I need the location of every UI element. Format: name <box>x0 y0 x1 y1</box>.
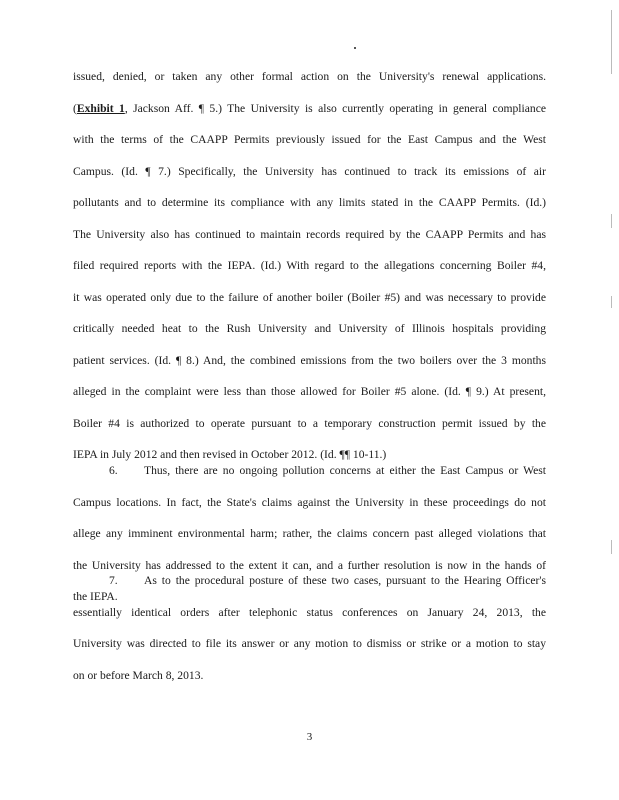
text-line <box>73 573 546 605</box>
paragraph-7 <box>73 573 546 699</box>
right-edge-mark <box>611 296 612 308</box>
page-number: 3 <box>306 731 313 743</box>
paragraph-number: 6. <box>109 464 118 477</box>
text-line: filed required reports with the IEPA. (Id.) With regard to the allegations concerning Boiler #4, <box>73 259 546 272</box>
text-segment: As to the procedural posture of these two cases, pursuant to the Hearing Officer's <box>144 574 546 587</box>
text-line: Boiler #4 is authorized to operate pursuant to a temporary construction permit issued by the <box>73 416 546 430</box>
text-line: The University also has continued to maintain records required by the CAAPP Permits and has <box>73 227 546 241</box>
paragraph-number: 7. <box>109 574 118 587</box>
top-center-mark <box>354 47 356 49</box>
text-segment: Thus, there are no ongoing pollution concerns at either the East Campus or West <box>144 464 546 477</box>
text-line: Campus locations. In fact, the State's claims against the University in these proceedings do not <box>73 495 546 509</box>
text-line: critically needed heat to the Rush University and University of Illinois hospitals providing <box>73 322 546 335</box>
text-segment: , Jackson Aff. ¶ 5.) The University is also currently operating in general compliance <box>124 101 546 115</box>
text-line: issued, denied, or taken any other formal action on the University's renewal applications. <box>73 70 546 83</box>
right-edge-mark <box>611 540 612 554</box>
paragraph-5 <box>73 69 546 479</box>
text-line: patient services. (Id. ¶ 8.) And, the combined emissions from the two boilers over the 3 months <box>73 353 546 367</box>
text-line: the University has addressed to the extent it can, and a further resolution is now in the hands of <box>73 558 546 572</box>
text-line: allege any imminent environmental harm; rather, the claims concern past alleged violations that <box>73 527 546 540</box>
text-line: University was directed to file its answer or any motion to dismiss or strike or a motion to stay <box>73 637 546 650</box>
text-line: alleged in the complaint were less than those allowed for Boiler #5 alone. (Id. ¶ 9.) At present, <box>73 385 546 398</box>
text-line: IEPA in July 2012 and then revised in October 2012. (Id. ¶¶ 10-11.) <box>73 448 387 461</box>
text-line: pollutants and to determine its compliance with any limits stated in the CAAPP Permits. (Id.) <box>73 196 546 209</box>
text-line: with the terms of the CAAPP Permits previously issued for the East Campus and the West <box>73 133 546 146</box>
text-line: the IEPA. <box>73 590 118 603</box>
exhibit-reference: Exhibit 1 <box>76 101 125 115</box>
right-edge-mark <box>611 214 612 228</box>
text-line: Campus. (Id. ¶ 7.) Specifically, the University has continued to track its emissions of air <box>73 164 546 178</box>
open-paren: ( <box>73 101 77 115</box>
right-edge-mark <box>611 10 612 74</box>
text-line: essentially identical orders after telephonic status conferences on January 24, 2013, the <box>73 605 546 619</box>
text-line: on or before March 8, 2013. <box>73 668 204 682</box>
text-line <box>73 101 546 133</box>
text-line: it was operated only due to the failure of another boiler (Boiler #5) and was necessary to provide <box>73 290 546 304</box>
text-line <box>73 463 546 495</box>
